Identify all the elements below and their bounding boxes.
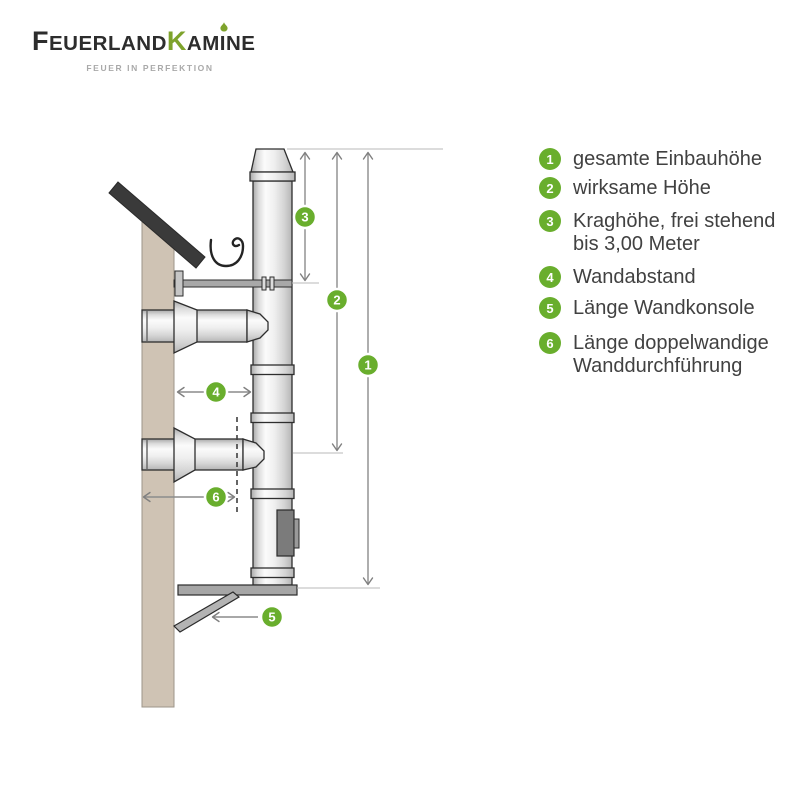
svg-text:1: 1 <box>364 357 372 373</box>
diagram-marker-1 <box>357 354 379 376</box>
svg-text:5: 5 <box>268 609 276 625</box>
svg-text:2: 2 <box>333 292 341 308</box>
brand-tagline: FEUER IN PERFEKTION <box>86 63 214 73</box>
diagram-marker-5 <box>261 606 283 628</box>
dimension-arrow-5 <box>213 613 259 622</box>
access-door <box>277 510 299 556</box>
legend-label-2: wirksame Höhe <box>573 177 711 199</box>
legend-label-1: gesamte Einbauhöhe <box>573 148 763 170</box>
brand-name-lead2: K <box>166 26 187 56</box>
wall-duct-lower-flare <box>174 428 195 482</box>
svg-text:3: 3 <box>301 209 309 225</box>
brand-name-rest1: EUERLAND <box>49 32 167 55</box>
wall-duct-upper-flare <box>174 301 197 353</box>
wall-bracket-plate <box>175 271 183 296</box>
access-door-panel <box>277 510 294 556</box>
wall-console-strut <box>174 592 239 632</box>
diagram-marker-4 <box>205 381 227 403</box>
wall-console-plate <box>178 585 297 595</box>
legend-badge-5: 5 <box>539 297 561 319</box>
wall-bracket-clamp-left <box>262 277 266 290</box>
diagram-marker-3 <box>294 206 316 228</box>
pipe-band-1 <box>251 365 294 375</box>
legend-label-6: Länge doppelwandige Wanddurchführung <box>573 332 769 377</box>
legend-label-4: Wandabstand <box>573 266 696 288</box>
wall-bracket-clamp-right <box>270 277 274 290</box>
pipe-band-2 <box>251 413 294 423</box>
access-door-handle <box>294 519 299 548</box>
chimney-cap-cone <box>251 149 293 172</box>
legend-badge-1: 1 <box>539 148 561 170</box>
svg-text:4: 4 <box>212 384 220 400</box>
svg-text:6: 6 <box>212 489 220 505</box>
legend-badge-6: 6 <box>539 332 561 354</box>
legend-badge-4: 4 <box>539 266 561 288</box>
legend-label-5: Länge Wandkonsole <box>573 297 755 319</box>
diagram-marker-2 <box>326 289 348 311</box>
brand-name-lead1: F <box>32 26 49 56</box>
pipe-band-4 <box>251 568 294 578</box>
brand-name-rest2: AMINE <box>186 32 256 55</box>
legend-badge-3: 3 <box>539 210 561 232</box>
legend-badge-2: 2 <box>539 177 561 199</box>
legend-label-3: Kraghöhe, frei stehend bis 3,00 Meter <box>573 210 776 255</box>
diagram-marker-6 <box>205 486 227 508</box>
chimney-cap-collar <box>250 172 295 181</box>
rain-gutter <box>211 238 243 266</box>
pipe-band-3 <box>251 489 294 499</box>
